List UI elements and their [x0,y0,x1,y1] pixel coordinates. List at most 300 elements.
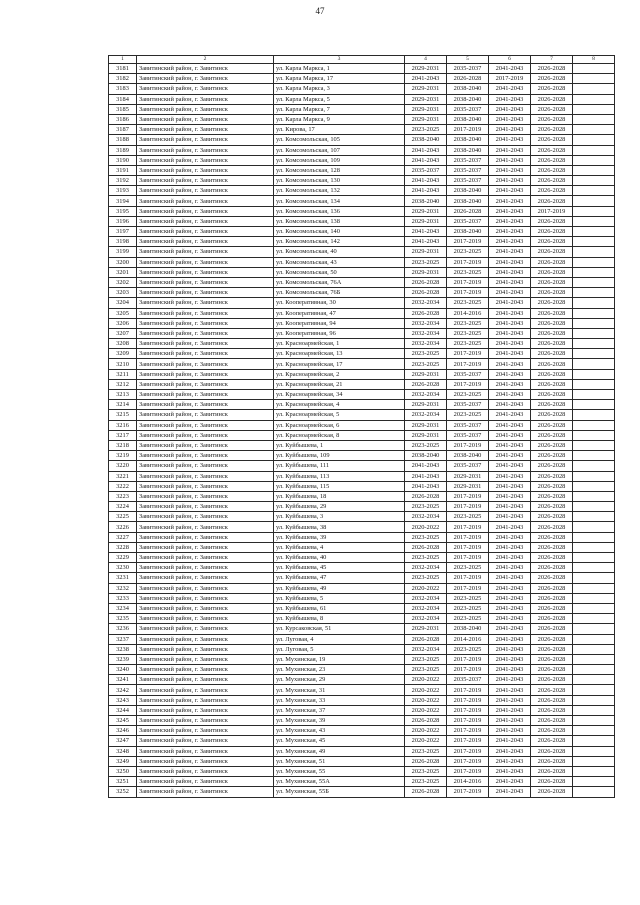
period-cell: 2041-2043 [489,288,531,298]
note-cell [573,665,615,675]
note-cell [573,430,615,440]
note-cell [573,736,615,746]
address-cell: ул. Курсаковская, 51 [274,624,405,634]
row-number-cell: 3185 [109,104,137,114]
period-cell: 2038-2040 [405,135,447,145]
period-cell: 2017-2019 [447,532,489,542]
note-cell [573,685,615,695]
address-cell: ул. Комсомольская, 109 [274,155,405,165]
district-cell: Завитинский район, г. Завитинск [137,481,274,491]
period-cell: 2017-2019 [447,726,489,736]
period-cell: 2017-2019 [447,542,489,552]
note-cell [573,318,615,328]
row-number-cell: 3223 [109,491,137,501]
district-cell: Завитинский район, г. Завитинск [137,777,274,787]
address-cell: ул. Комсомольская, 40 [274,247,405,257]
district-cell: Завитинский район, г. Завитинск [137,716,274,726]
period-cell: 2026-2028 [531,644,573,654]
row-number-cell: 3182 [109,74,137,84]
address-cell: ул. Карла Маркса, 3 [274,84,405,94]
table-row [109,84,615,94]
row-number-cell: 3198 [109,237,137,247]
period-cell: 2041-2043 [405,481,447,491]
district-cell: Завитинский район, г. Завитинск [137,532,274,542]
period-cell: 2035-2037 [447,400,489,410]
district-cell: Завитинский район, г. Завитинск [137,583,274,593]
table-row [109,94,615,104]
period-cell: 2035-2037 [447,104,489,114]
table-row [109,624,615,634]
address-cell: ул. Красноармейская, 8 [274,430,405,440]
row-number-cell: 3202 [109,277,137,287]
period-cell: 2026-2028 [531,267,573,277]
period-cell: 2026-2028 [531,114,573,124]
period-cell: 2026-2028 [531,135,573,145]
row-number-cell: 3206 [109,318,137,328]
period-cell: 2041-2043 [489,756,531,766]
row-number-cell: 3224 [109,502,137,512]
period-cell: 2020-2022 [405,695,447,705]
period-cell: 2026-2028 [531,247,573,257]
period-cell: 2023-2025 [447,318,489,328]
period-cell: 2026-2028 [531,440,573,450]
period-cell: 2032-2034 [405,644,447,654]
period-cell: 2017-2019 [447,583,489,593]
row-number-cell: 3244 [109,705,137,715]
period-cell: 2026-2028 [405,787,447,797]
period-cell: 2041-2043 [489,787,531,797]
note-cell [573,553,615,563]
address-cell: ул. Мухинская, 23 [274,665,405,675]
row-number-cell: 3213 [109,390,137,400]
period-cell: 2020-2022 [405,522,447,532]
district-cell: Завитинский район, г. Завитинск [137,64,274,74]
address-cell: ул. Карла Маркса, 1 [274,64,405,74]
address-cell: ул. Куйбышева, 18 [274,491,405,501]
district-cell: Завитинский район, г. Завитинск [137,84,274,94]
row-number-cell: 3183 [109,84,137,94]
address-cell: ул. Карла Маркса, 5 [274,94,405,104]
note-cell [573,196,615,206]
note-cell [573,420,615,430]
period-cell: 2026-2028 [531,186,573,196]
address-cell: ул. Комсомольская, 76А [274,277,405,287]
district-cell: Завитинский район, г. Завитинск [137,440,274,450]
period-cell: 2026-2028 [531,64,573,74]
period-cell: 2041-2043 [489,573,531,583]
period-cell: 2017-2019 [447,277,489,287]
table-row [109,593,615,603]
period-cell: 2029-2031 [405,400,447,410]
row-number-cell: 3247 [109,736,137,746]
period-cell: 2041-2043 [489,390,531,400]
period-cell: 2023-2025 [447,593,489,603]
note-cell [573,379,615,389]
period-cell: 2041-2043 [489,614,531,624]
period-cell: 2041-2043 [489,216,531,226]
period-cell: 2026-2028 [531,369,573,379]
district-cell: Завитинский район, г. Завитинск [137,277,274,287]
address-cell: ул. Карла Маркса, 9 [274,114,405,124]
row-number-cell: 3241 [109,675,137,685]
period-cell: 2038-2040 [447,451,489,461]
district-cell: Завитинский район, г. Завитинск [137,563,274,573]
row-number-cell: 3193 [109,186,137,196]
period-cell: 2026-2028 [531,328,573,338]
address-cell: ул. Комсомольская, 138 [274,216,405,226]
period-cell: 2041-2043 [489,237,531,247]
period-cell: 2041-2043 [405,237,447,247]
period-cell: 2020-2022 [405,685,447,695]
table-row [109,379,615,389]
address-cell: ул. Кооперативная, 96 [274,328,405,338]
period-cell: 2041-2043 [489,104,531,114]
district-cell: Завитинский район, г. Завитинск [137,430,274,440]
table-row [109,603,615,613]
address-cell: ул. Куйбышева, 39 [274,532,405,542]
district-cell: Завитинский район, г. Завитинск [137,614,274,624]
period-cell: 2020-2022 [405,705,447,715]
address-cell: ул. Красноармейская, 17 [274,359,405,369]
row-number-cell: 3186 [109,114,137,124]
period-cell: 2026-2028 [531,624,573,634]
table-row [109,318,615,328]
period-cell: 2023-2025 [405,502,447,512]
district-cell: Завитинский район, г. Завитинск [137,390,274,400]
district-cell: Завитинский район, г. Завитинск [137,624,274,634]
period-cell: 2032-2034 [405,563,447,573]
period-cell: 2026-2028 [405,542,447,552]
period-cell: 2026-2028 [531,481,573,491]
address-cell: ул. Куйбышева, 113 [274,471,405,481]
column-header: 4 [405,56,447,64]
note-cell [573,267,615,277]
address-cell: ул. Мухинская, 45 [274,736,405,746]
address-cell: ул. Куйбышева, 61 [274,603,405,613]
period-cell: 2041-2043 [489,196,531,206]
address-cell: ул. Куйбышева, 45 [274,563,405,573]
table-row [109,420,615,430]
note-cell [573,451,615,461]
note-cell [573,216,615,226]
period-cell: 2041-2043 [489,400,531,410]
address-cell: ул. Луговая, 4 [274,634,405,644]
period-cell: 2026-2028 [531,288,573,298]
period-cell: 2029-2031 [405,104,447,114]
period-cell: 2041-2043 [489,675,531,685]
address-cell: ул. Красноармейская, 34 [274,390,405,400]
period-cell: 2041-2043 [489,502,531,512]
note-cell [573,502,615,512]
period-cell: 2017-2019 [447,237,489,247]
period-cell: 2020-2022 [405,736,447,746]
period-cell: 2023-2025 [447,410,489,420]
period-cell: 2041-2043 [489,451,531,461]
note-cell [573,644,615,654]
row-number-cell: 3226 [109,522,137,532]
note-cell [573,614,615,624]
period-cell: 2026-2028 [531,471,573,481]
period-cell: 2026-2028 [531,94,573,104]
row-number-cell: 3200 [109,257,137,267]
note-cell [573,247,615,257]
row-number-cell: 3243 [109,695,137,705]
table-row [109,400,615,410]
column-header: 5 [447,56,489,64]
district-cell: Завитинский район, г. Завитинск [137,593,274,603]
row-number-cell: 3219 [109,451,137,461]
row-number-cell: 3248 [109,746,137,756]
note-cell [573,471,615,481]
table-row [109,726,615,736]
district-cell: Завитинский район, г. Завитинск [137,369,274,379]
period-cell: 2032-2034 [405,339,447,349]
address-cell: ул. Комсомольская, 50 [274,267,405,277]
table-row [109,176,615,186]
period-cell: 2026-2028 [405,756,447,766]
period-cell: 2041-2043 [489,379,531,389]
period-cell: 2038-2040 [447,114,489,124]
note-cell [573,746,615,756]
address-cell: ул. Красноармейская, 5 [274,410,405,420]
period-cell: 2026-2028 [405,491,447,501]
note-cell [573,186,615,196]
period-cell: 2026-2028 [531,410,573,420]
address-cell: ул. Карла Маркса, 7 [274,104,405,114]
period-cell: 2017-2019 [447,522,489,532]
note-cell [573,563,615,573]
period-cell: 2026-2028 [531,695,573,705]
period-cell: 2026-2028 [531,756,573,766]
period-cell: 2020-2022 [405,675,447,685]
period-cell: 2035-2037 [447,64,489,74]
table-row [109,227,615,237]
data-table [108,55,615,798]
period-cell: 2026-2028 [531,766,573,776]
period-cell: 2041-2043 [489,481,531,491]
period-cell: 2041-2043 [489,176,531,186]
table-row [109,614,615,624]
note-cell [573,359,615,369]
period-cell: 2041-2043 [489,165,531,175]
table-row [109,186,615,196]
row-number-cell: 3237 [109,634,137,644]
note-cell [573,135,615,145]
period-cell: 2026-2028 [531,339,573,349]
period-cell: 2026-2028 [531,155,573,165]
row-number-cell: 3222 [109,481,137,491]
period-cell: 2041-2043 [489,247,531,257]
table-row [109,766,615,776]
period-cell: 2026-2028 [531,563,573,573]
table-row [109,481,615,491]
address-cell: ул. Комсомольская, 107 [274,145,405,155]
period-cell: 2038-2040 [447,145,489,155]
table-row [109,461,615,471]
note-cell [573,777,615,787]
district-cell: Завитинский район, г. Завитинск [137,695,274,705]
period-cell: 2041-2043 [489,410,531,420]
period-cell: 2026-2028 [405,634,447,644]
row-number-cell: 3188 [109,135,137,145]
period-cell: 2014-2016 [447,777,489,787]
district-cell: Завитинский район, г. Завитинск [137,746,274,756]
period-cell: 2029-2031 [405,267,447,277]
row-number-cell: 3221 [109,471,137,481]
period-cell: 2017-2019 [447,756,489,766]
district-cell: Завитинский район, г. Завитинск [137,644,274,654]
period-cell: 2041-2043 [489,339,531,349]
period-cell: 2023-2025 [405,349,447,359]
district-cell: Завитинский район, г. Завитинск [137,318,274,328]
period-cell: 2038-2040 [447,196,489,206]
period-cell: 2026-2028 [531,400,573,410]
row-number-cell: 3203 [109,288,137,298]
period-cell: 2035-2037 [447,675,489,685]
period-cell: 2023-2025 [447,328,489,338]
note-cell [573,94,615,104]
district-cell: Завитинский район, г. Завитинск [137,298,274,308]
table-row [109,410,615,420]
period-cell: 2026-2028 [531,583,573,593]
note-cell [573,695,615,705]
row-number-cell: 3209 [109,349,137,359]
period-cell: 2038-2040 [447,94,489,104]
period-cell: 2017-2019 [447,787,489,797]
table-row [109,104,615,114]
table-row [109,512,615,522]
page-number: 47 [315,6,325,16]
address-cell: ул. Мухинская, 19 [274,654,405,664]
period-cell: 2026-2028 [531,491,573,501]
address-cell: ул. Комсомольская, 130 [274,176,405,186]
table-row [109,145,615,155]
period-cell: 2026-2028 [531,176,573,186]
period-cell: 2026-2028 [447,74,489,84]
note-cell [573,349,615,359]
address-cell: ул. Мухинская, 39 [274,716,405,726]
table-row [109,349,615,359]
period-cell: 2026-2028 [531,379,573,389]
period-cell: 2026-2028 [531,430,573,440]
period-cell: 2023-2025 [405,573,447,583]
table-row [109,64,615,74]
table-row [109,390,615,400]
note-cell [573,155,615,165]
period-cell: 2023-2025 [405,777,447,787]
period-cell: 2041-2043 [489,135,531,145]
period-cell: 2023-2025 [405,746,447,756]
period-cell: 2026-2028 [531,736,573,746]
district-cell: Завитинский район, г. Завитинск [137,756,274,766]
table-row [109,165,615,175]
period-cell: 2038-2040 [447,84,489,94]
district-cell: Завитинский район, г. Завитинск [137,114,274,124]
period-cell: 2041-2043 [489,145,531,155]
district-cell: Завитинский район, г. Завитинск [137,328,274,338]
row-number-cell: 3227 [109,532,137,542]
address-cell: ул. Мухинская, 55Б [274,787,405,797]
period-cell: 2029-2031 [405,247,447,257]
period-cell: 2026-2028 [531,420,573,430]
table-row [109,471,615,481]
row-number-cell: 3231 [109,573,137,583]
period-cell: 2026-2028 [405,379,447,389]
address-cell: ул. Куйбышева, 49 [274,583,405,593]
note-cell [573,237,615,247]
district-cell: Завитинский район, г. Завитинск [137,461,274,471]
district-cell: Завитинский район, г. Завитинск [137,491,274,501]
table-row [109,216,615,226]
note-cell [573,410,615,420]
period-cell: 2026-2028 [531,318,573,328]
note-cell [573,766,615,776]
district-cell: Завитинский район, г. Завитинск [137,237,274,247]
period-cell: 2038-2040 [447,186,489,196]
district-cell: Завитинский район, г. Завитинск [137,573,274,583]
period-cell: 2023-2025 [405,359,447,369]
period-cell: 2026-2028 [531,74,573,84]
note-cell [573,328,615,338]
row-number-cell: 3236 [109,624,137,634]
period-cell: 2026-2028 [447,206,489,216]
period-cell: 2023-2025 [447,614,489,624]
table-row [109,247,615,257]
period-cell: 2026-2028 [405,716,447,726]
address-cell: ул. Красноармейская, 2 [274,369,405,379]
district-cell: Завитинский район, г. Завитинск [137,502,274,512]
period-cell: 2026-2028 [531,553,573,563]
note-cell [573,481,615,491]
period-cell: 2023-2025 [405,440,447,450]
row-number-cell: 3216 [109,420,137,430]
district-cell: Завитинский район, г. Завитинск [137,705,274,715]
address-cell: ул. Комсомольская, 76Б [274,288,405,298]
district-cell: Завитинский район, г. Завитинск [137,726,274,736]
row-number-cell: 3181 [109,64,137,74]
period-cell: 2041-2043 [405,227,447,237]
period-cell: 2035-2037 [405,165,447,175]
address-cell: ул. Красноармейская, 13 [274,349,405,359]
period-cell: 2041-2043 [489,522,531,532]
period-cell: 2029-2031 [405,369,447,379]
period-cell: 2026-2028 [531,614,573,624]
period-cell: 2023-2025 [405,665,447,675]
period-cell: 2038-2040 [447,624,489,634]
district-cell: Завитинский район, г. Завитинск [137,451,274,461]
address-cell: ул. Мухинская, 29 [274,675,405,685]
table-row [109,695,615,705]
note-cell [573,176,615,186]
district-cell: Завитинский район, г. Завитинск [137,379,274,389]
period-cell: 2026-2028 [531,675,573,685]
note-cell [573,257,615,267]
period-cell: 2041-2043 [489,318,531,328]
district-cell: Завитинский район, г. Завитинск [137,400,274,410]
period-cell: 2041-2043 [489,777,531,787]
period-cell: 2041-2043 [489,328,531,338]
table-row [109,267,615,277]
note-cell [573,716,615,726]
table-body [109,64,615,798]
note-cell [573,165,615,175]
address-cell: ул. Куйбышева, 8 [274,614,405,624]
row-number-cell: 3217 [109,430,137,440]
row-number-cell: 3239 [109,654,137,664]
table-row [109,787,615,797]
note-cell [573,145,615,155]
period-cell: 2026-2028 [531,390,573,400]
